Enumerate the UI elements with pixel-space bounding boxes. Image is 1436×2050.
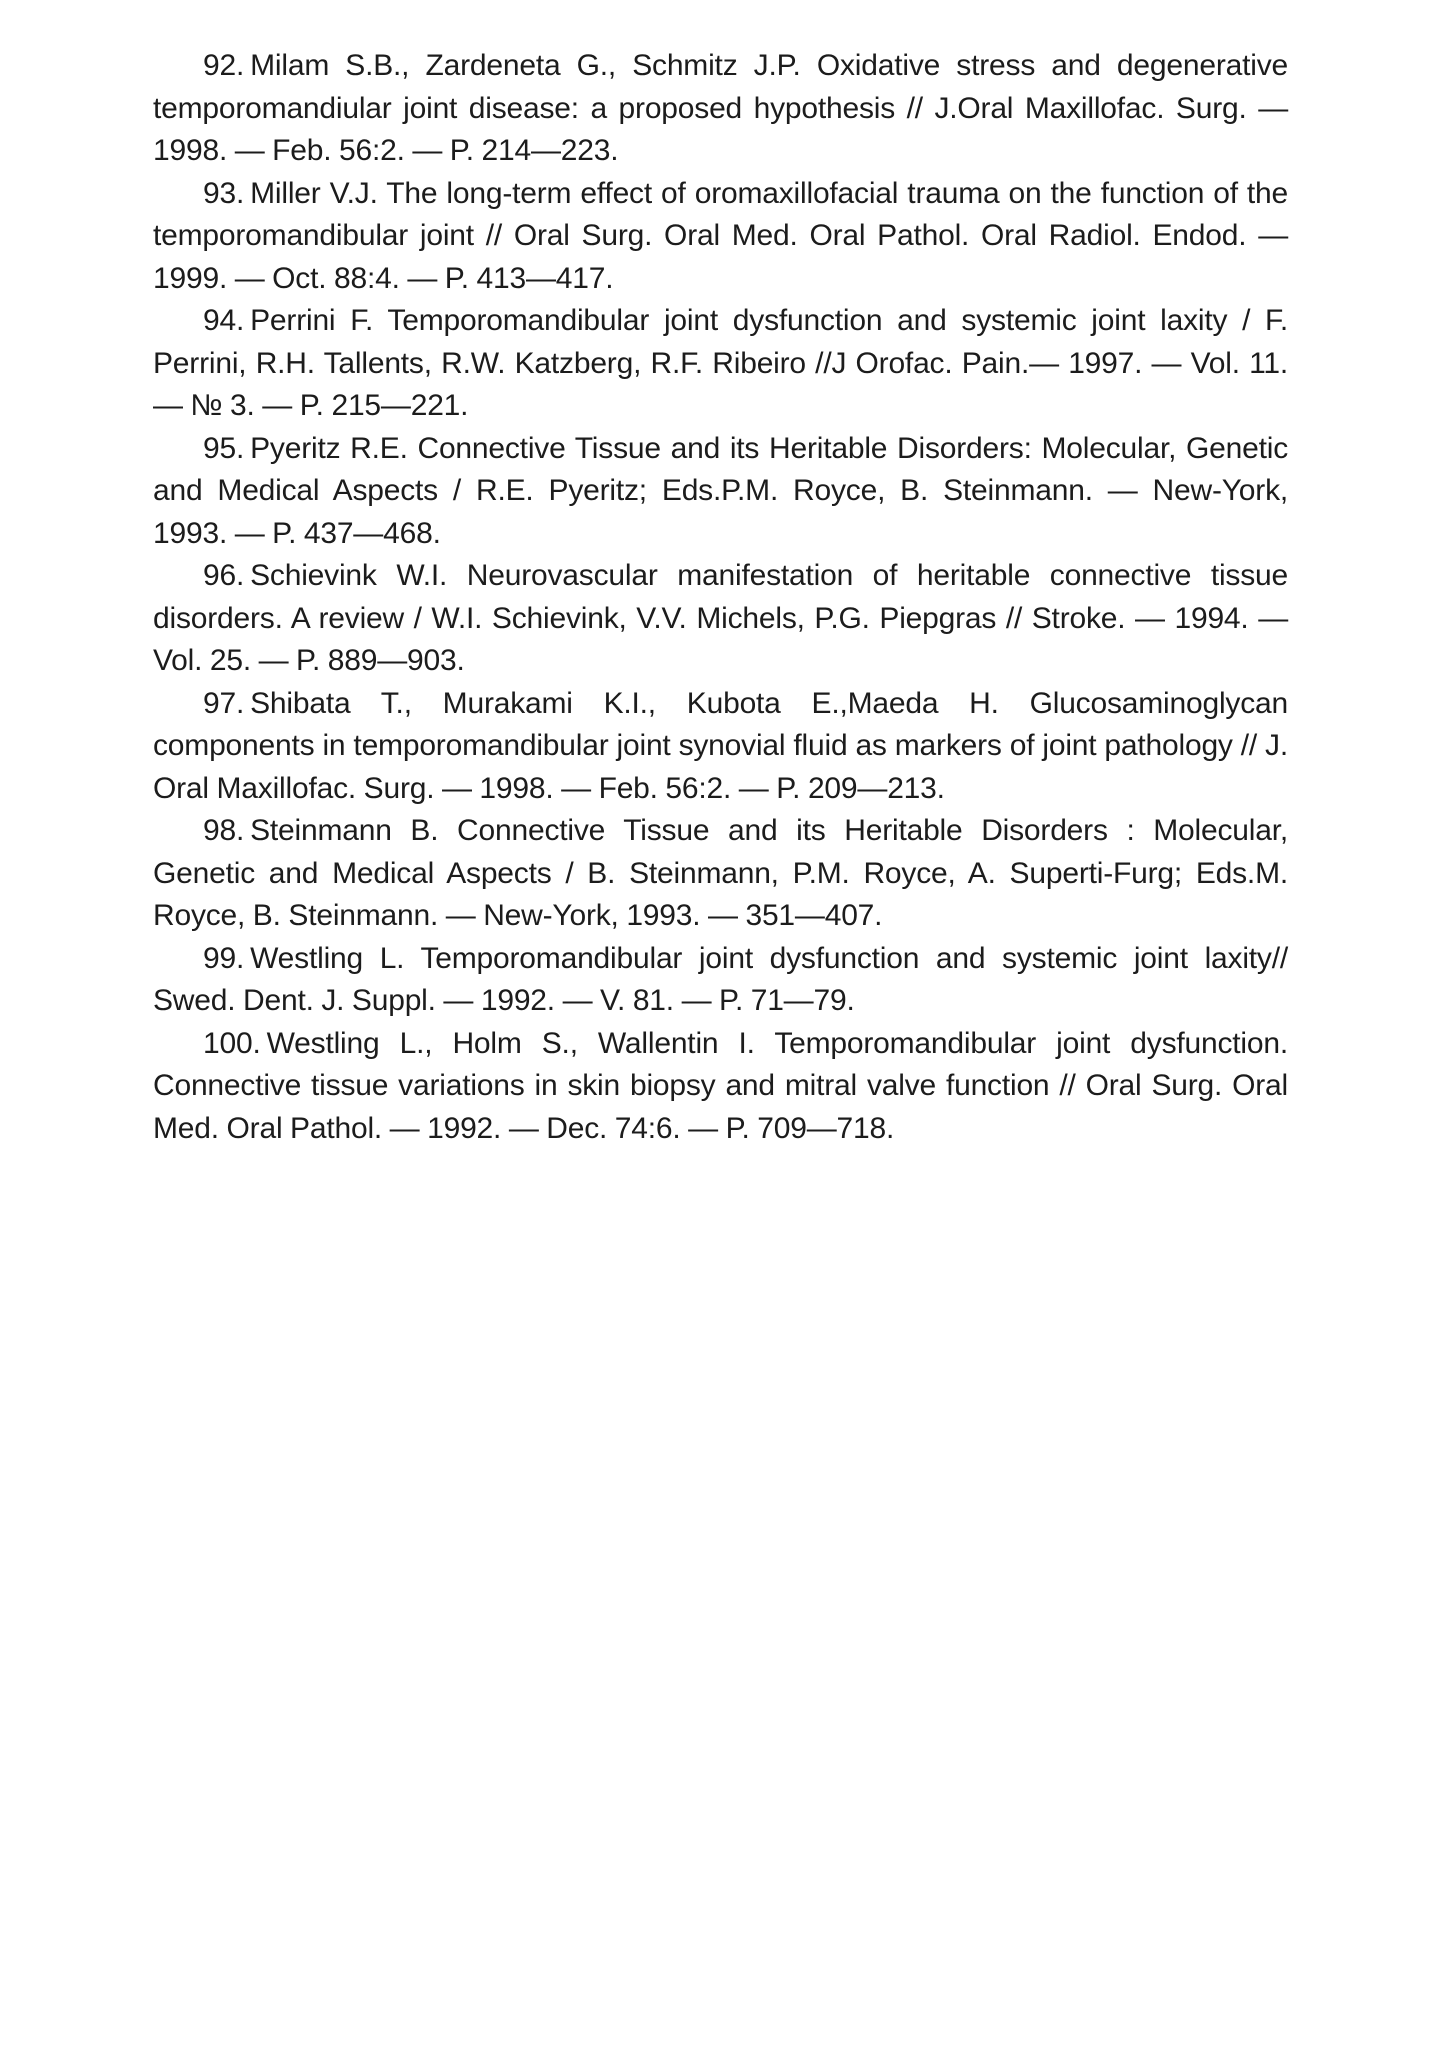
reference-text: Pyeritz R.E. Connective Tissue and its Heritable Disorders: Molecular, Genetic and Medical Aspects / R.E. Pyeritz; Eds.P.M. Royce, B. Steinmann. — New-York, 1993. — P. 437—468. [153,431,1288,550]
reference-number: 92. [203,49,245,82]
reference-text: Westling L., Holm S., Wallentin I. Temporomandibular joint dysfunction. Connective tissue variations in skin biopsy and mitral valve function // Oral Surg. Oral Med. Oral Pathol. — 1992. — Dec. 74:6. — P. 709—718. [153,1026,1288,1145]
reference-item [153,300,1288,428]
reference-item [153,1023,1288,1151]
reference-item [153,810,1288,938]
reference-text: Perrini F. Temporomandibular joint dysfunction and systemic joint laxity / F. Perrini, R.H. Tallents, R.W. Katzberg, R.F. Ribeiro //J Orofac. Pain.— 1997. — Vol. 11. — № 3. — P. 215—221. [153,304,1288,422]
reference-item [153,428,1288,556]
reference-item [153,555,1288,683]
reference-number: 99. [203,941,245,975]
reference-text: Milam S.B., Zardeneta G., Schmitz J.P. Oxidative stress and degenerative temporomandiular joint disease: a proposed hypothesis // J.Oral Maxillofac. Surg. — 1998. — Feb. 56:2. — P. 214—223. [153,49,1288,167]
reference-list [153,45,1288,1150]
reference-item [153,45,1288,173]
reference-number: 98. [203,814,245,847]
reference-number: 95. [203,431,245,465]
reference-text: Miller V.J. The long-term effect of oromaxillofacial trauma on the function of the temporomandibular joint // Oral Surg. Oral Med. Oral Pathol. Oral Radiol. Endod. — 1999. — Oct. 88:4. — P. 413—417. [153,176,1288,295]
reference-text: Schievink W.I. Neurovascular manifestation of heritable connective tissue disorders. A review / W.I. Schievink, V.V. Michels, P.G. Piepgras // Stroke. — 1994. — Vol. 25. — P. 889—903. [153,559,1288,677]
reference-text: Westling L. Temporomandibular joint dysfunction and systemic joint laxity// Swed. Dent. J. Suppl. — 1992. — V. 81. — P. 71—79. [153,941,1288,1017]
reference-number: 96. [203,559,245,592]
reference-number: 93. [203,176,245,210]
reference-item [153,683,1288,811]
reference-text: Shibata T., Murakami K.I., Kubota E.,Maeda H. Glucosaminoglycan components in temporomandibular joint synovial fluid as markers of joint pathology // J. Oral Maxillofac. Surg. — 1998. — Feb. 56:2. — P. 209—213. [153,686,1288,805]
reference-number: 97. [203,686,245,720]
reference-item [153,938,1288,1023]
reference-item [153,173,1288,301]
reference-number: 94. [203,304,245,337]
reference-number: 100. [203,1026,261,1060]
reference-text: Steinmann B. Connective Tissue and its Heritable Disorders : Molecular, Genetic and Medical Aspects / B. Steinmann, P.M. Royce, A. Superti-Furg; Eds.M. Royce, B. Steinmann. — New-York, 1993. — 351—407. [153,814,1288,932]
